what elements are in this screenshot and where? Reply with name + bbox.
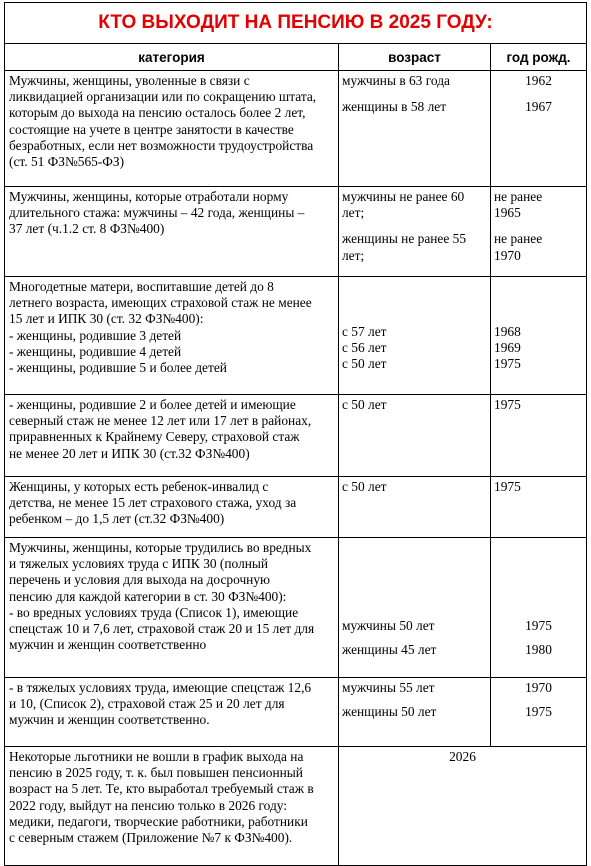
category-line: Мужчины, женщины, которые отработали норму	[9, 189, 289, 204]
category-line: и тяжелых условиях труда с ИПК 30 (полный	[9, 556, 269, 572]
age-line: с 50 лет	[342, 397, 387, 412]
age-cell	[339, 395, 491, 477]
category-line: Некоторые льготники не вошли в график выхода на	[9, 749, 304, 764]
year-line: 1975	[494, 479, 521, 494]
year-cell	[491, 395, 587, 477]
age-cell	[339, 477, 491, 538]
category-line: Многодетные матери, воспитавшие детей до 8	[9, 279, 274, 294]
category-line: и 10, (Список 2), страховой стаж 25 и 20 лет для	[9, 696, 285, 712]
year-line: 1975	[525, 704, 552, 720]
age-line: мужчины не ранее 60	[342, 189, 465, 204]
category-line: которым до выхода на пенсию осталось более 2 лет,	[9, 105, 306, 121]
header-age: возраст	[339, 44, 491, 71]
category-line: - женщины, родившие 3 детей	[9, 327, 182, 343]
table-row	[5, 71, 587, 187]
year-line: 1970	[494, 247, 521, 263]
age-line: лет;	[342, 205, 365, 221]
year-line: 1967	[525, 99, 552, 115]
category-cell	[5, 477, 339, 538]
age-cell	[339, 678, 491, 747]
category-line: с северным стажем (Приложение №7 к ФЗ№400).	[9, 830, 293, 846]
age-line: мужчины 55 лет	[342, 680, 435, 695]
year-line: 1968	[494, 324, 521, 339]
category-line: ребенком – до 1,5 лет (ст.32 ФЗ№400)	[9, 511, 225, 527]
age-line: женщины в 58 лет	[342, 99, 447, 115]
age-line: с 50 лет	[342, 356, 387, 372]
category-line: Женщины, у которых есть ребенок-инвалид с	[9, 479, 269, 494]
table-row	[5, 678, 587, 747]
category-cell	[5, 678, 339, 747]
header-category: категория	[5, 44, 339, 71]
category-line: мужчин и женщин соответственно.	[9, 712, 210, 728]
year-cell	[491, 477, 587, 538]
category-line: состоящие на учете в центре занятости в качестве	[9, 121, 294, 137]
age-line: с 50 лет	[342, 479, 387, 494]
category-line: ликвидацией организации или по сокращению штата,	[9, 89, 317, 105]
category-line: - женщины, родившие 4 детей	[9, 343, 182, 359]
category-cell	[5, 277, 339, 395]
age-cell	[339, 71, 491, 187]
category-line: - женщины, родившие 5 и более детей	[9, 360, 227, 376]
category-line: - в тяжелых условиях труда, имеющие спецстаж 12,6	[9, 680, 312, 695]
category-line: северный стаж не менее 12 лет или 17 лет в районах,	[9, 413, 312, 429]
category-line: спецстаж 10 и 7,6 лет, страховой стаж 20 и 15 лет для	[9, 621, 315, 637]
category-line: безработных, если нет возможности трудоустройства	[9, 137, 314, 153]
age-line: мужчины в 63 года	[342, 73, 450, 88]
year-line: 1965	[494, 205, 521, 221]
age-line: женщины 50 лет	[342, 704, 437, 720]
category-line: не менее 20 лет и ИПК 30 (ст.32 ФЗ№400)	[9, 445, 250, 461]
year-line: 1975	[494, 397, 521, 412]
category-line: пенсию в 2025 году, т. к. был повышен пенсионный	[9, 765, 303, 781]
category-line: 15 лет и ИПК 30 (ст. 32 ФЗ№400):	[9, 311, 204, 327]
category-line: (ст. 51 ФЗ№565-ФЗ)	[9, 154, 125, 170]
category-line: Мужчины, женщины, уволенные в связи с	[9, 73, 250, 88]
age-cell	[339, 187, 491, 277]
table-row	[5, 477, 587, 538]
category-cell	[5, 71, 339, 187]
table-row	[5, 747, 587, 866]
year-line: 1975	[525, 618, 552, 633]
year-cell	[491, 277, 587, 395]
year-cell	[491, 187, 587, 277]
age-line: женщины 45 лет	[342, 642, 437, 658]
category-line: возраст на 5 лет. Те, кто выработал требуемый стаж в	[9, 781, 314, 797]
table-title: КТО ВЫХОДИТ НА ПЕНСИЮ В 2025 ГОДУ:	[5, 3, 587, 44]
age-line: мужчины 50 лет	[342, 618, 435, 633]
category-line: детства, не менее 15 лет страхового стажа, уход за	[9, 495, 297, 511]
age-line: с 57 лет	[342, 324, 387, 339]
age-cell	[339, 277, 491, 395]
year-cell	[491, 678, 587, 747]
year-line: не ранее	[494, 231, 543, 247]
category-line: длительного стажа: мужчины – 42 года, женщины –	[9, 205, 305, 221]
category-line: летнего возраста, имеющих страховой стаж не менее	[9, 295, 312, 311]
year-line: 1962	[525, 73, 552, 88]
category-line: - женщины, родившие 2 и более детей и имеющие	[9, 397, 296, 412]
year-line: 1980	[525, 642, 552, 658]
table-row	[5, 395, 587, 477]
age-line: лет;	[342, 247, 365, 263]
age-line: с 56 лет	[342, 340, 387, 356]
merged-year-cell	[339, 747, 587, 866]
category-line: перечень и условия для выхода на досрочную	[9, 572, 271, 588]
year-line: не ранее	[494, 189, 543, 204]
merged-year-value: 2026	[449, 749, 476, 764]
category-line: приравненных к Крайнему Северу, страховой стаж	[9, 429, 300, 445]
category-cell	[5, 538, 339, 678]
year-cell	[491, 71, 587, 187]
pension-table	[4, 2, 587, 866]
age-cell	[339, 538, 491, 678]
category-cell	[5, 395, 339, 477]
category-line: 2022 году, выйдут на пенсию только в 2026 году:	[9, 797, 288, 813]
category-line: медики, педагоги, творческие работники, работники	[9, 813, 308, 829]
age-line: женщины не ранее 55	[342, 231, 467, 247]
category-line: - во вредных условиях труда (Список 1), имеющие	[9, 604, 299, 620]
table-row	[5, 277, 587, 395]
header-year: год рожд.	[491, 44, 587, 71]
category-line: Мужчины, женщины, которые трудились во вредных	[9, 540, 312, 555]
year-line: 1975	[494, 356, 521, 372]
table-row	[5, 187, 587, 277]
category-cell	[5, 187, 339, 277]
category-line: 37 лет (ч.1.2 ст. 8 ФЗ№400)	[9, 221, 165, 237]
year-line: 1969	[494, 340, 521, 356]
year-line: 1970	[525, 680, 552, 695]
category-line: мужчин и женщин соответственно	[9, 637, 207, 653]
category-line: пенсию для каждой категории в ст. 30 ФЗ№400):	[9, 588, 287, 604]
table-row	[5, 538, 587, 678]
year-cell	[491, 538, 587, 678]
category-cell	[5, 747, 339, 866]
